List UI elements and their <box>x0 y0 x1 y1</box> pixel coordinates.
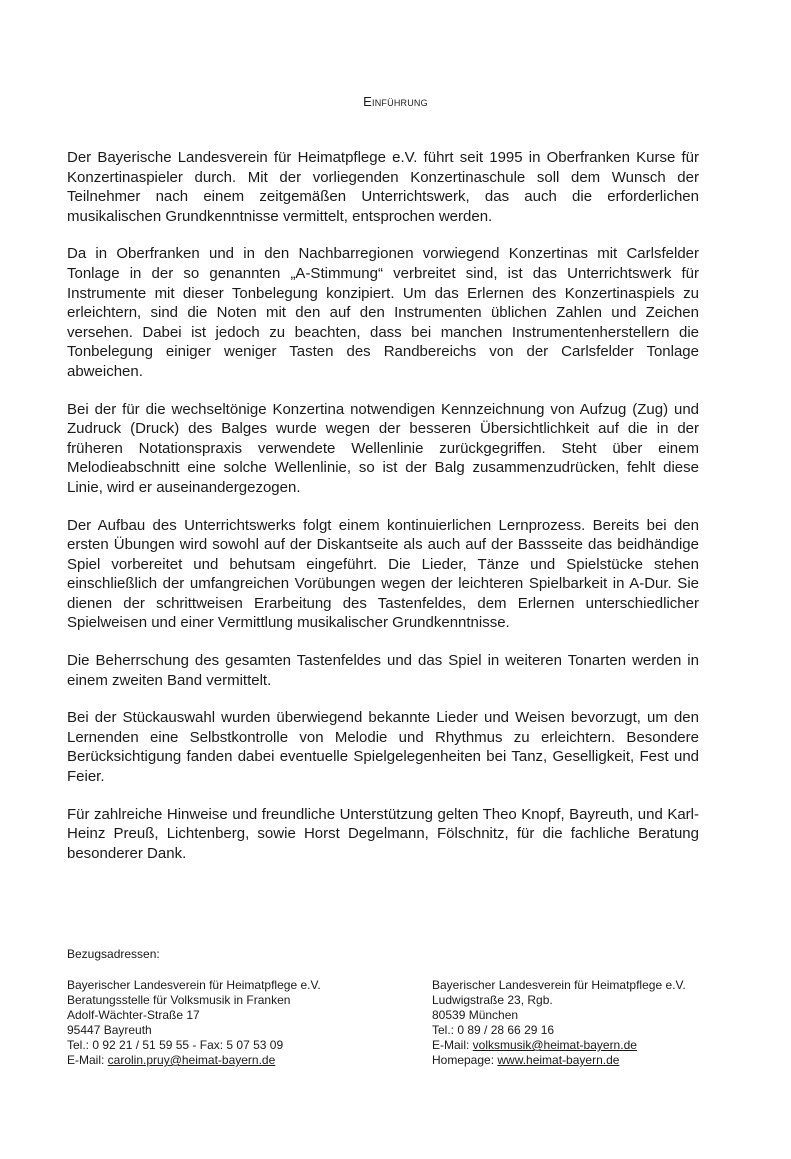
homepage-link[interactable]: www.heimat-bayern.de <box>497 1053 620 1067</box>
address-line: Bayerischer Landesverein für Heimatpflege e.V. <box>432 978 686 992</box>
body-text <box>67 148 699 881</box>
email-link[interactable]: volksmusik@heimat-bayern.de <box>472 1038 637 1052</box>
phone-line: Tel.: 0 89 / 28 66 29 16 <box>432 1023 555 1037</box>
homepage-label: Homepage: <box>432 1053 498 1067</box>
phone-fax-line: Tel.: 0 92 21 / 51 59 55 - Fax: 5 07 53 09 <box>67 1038 284 1052</box>
address-bayreuth <box>67 978 367 1068</box>
addresses-heading: Bezugsadressen: <box>67 947 160 961</box>
paragraph-2: Da in Oberfranken und in den Nachbarregionen vorwiegend Konzertinas mit Carlsfelder Tonlage in der so genannten „A-Stimmung“ verbreitet sind, ist das Unterrichtswerk für Instrumente mit dieser Tonbelegung konzipiert. Um das Erlernen des Konzertinaspiels zu erleichtern, sind die Noten mit den auf den Instrumenten üblichen Zahlen und Zeichen versehen. Dabei ist jedoch zu beachten, dass bei manchen Instrumentenherstellern die Tonbelegung einiger weniger Tasten des Randbereichs von der Carlsfelder Tonlage abweichen. <box>67 245 699 380</box>
paragraph-1: Der Bayerische Landesverein für Heimatpflege e.V. führt seit 1995 in Oberfranken Kurse für Konzertinaspieler durch. Mit der vorliegenden Konzertinaschule soll dem Wunsch der Teilnehmer nach einem zeitgemäßen Unterrichtswerk, das auch die erforderlichen musikalischen Grundkenntnisse vermittelt, entsprochen werden. <box>67 149 699 225</box>
paragraph-3: Bei der für die wechseltönige Konzertina notwendigen Kennzeichnung von Aufzug (Zug) und Zudruck (Druck) des Balges wurde wegen der besseren Übersichtlichkeit auf die in der früheren Notationspraxis verwendete Wellenlinie zurückgegriffen. Steht über einem Melodieabschnitt eine solche Wellenlinie, so ist der Balg zusammenzudrücken, fehlt diese Linie, wird er auseinandergezogen. <box>67 400 699 496</box>
paragraph-7: Für zahlreiche Hinweise und freundliche Unterstützung gelten Theo Knopf, Bayreuth, und Karl-Heinz Preuß, Lichtenberg, sowie Horst Degelmann, Fölschnitz, für die fachliche Beratung besonderer Dank. <box>67 805 699 862</box>
homepage-line <box>432 1053 717 1068</box>
email-link[interactable]: carolin.pruy@heimat-bayern.de <box>107 1053 276 1067</box>
address-line: Beratungsstelle für Volksmusik in Franken <box>67 993 291 1007</box>
address-line: 80539 München <box>432 1008 519 1022</box>
address-line: 95447 Bayreuth <box>67 1023 152 1037</box>
page-title: Einführung <box>363 94 428 109</box>
paragraph-4: Der Aufbau des Unterrichtswerks folgt einem kontinuierlichen Lernprozess. Bereits bei den ersten Übungen wird sowohl auf der Diskantseite als auch auf der Bassseite das beidhändige Spiel vorbereitet und behutsam eingeführt. Die Lieder, Tänze und Spielstücke stehen einschließlich der umfangreichen Vorübungen wegen der leichteren Spielbarkeit in A-Dur. Sie dienen der schrittweisen Erarbeitung des Tastenfeldes, dem Erlernen unterschiedlicher Spielweisen und einer Vermittlung musikalischer Grundkenntnisse. <box>67 516 699 632</box>
email-line <box>432 1038 717 1053</box>
address-line: Adolf-Wächter-Straße 17 <box>67 1008 200 1022</box>
address-columns <box>67 978 717 1068</box>
address-line: Ludwigstraße 23, Rgb. <box>432 993 553 1007</box>
paragraph-6: Bei der Stückauswahl wurden überwiegend bekannte Lieder und Weisen bevorzugt, um den Lernenden eine Selbstkontrolle von Melodie und Rhythmus zu erleichtern. Besondere Berücksichtigung fanden dabei eventuelle Spielgelegenheiten bei Tanz, Geselligkeit, Fest und Feier. <box>67 709 699 786</box>
email-line <box>67 1053 367 1068</box>
address-muenchen <box>432 978 717 1068</box>
paragraph-5: Die Beherrschung des gesamten Tastenfeldes und das Spiel in weiteren Tonarten werden in einem zweiten Band vermittelt. <box>67 652 699 689</box>
email-label: E-Mail: <box>432 1038 473 1052</box>
email-label: E-Mail: <box>67 1053 108 1067</box>
address-line: Bayerischer Landesverein für Heimatpflege e.V. <box>67 978 321 992</box>
addresses-section <box>67 947 717 1068</box>
